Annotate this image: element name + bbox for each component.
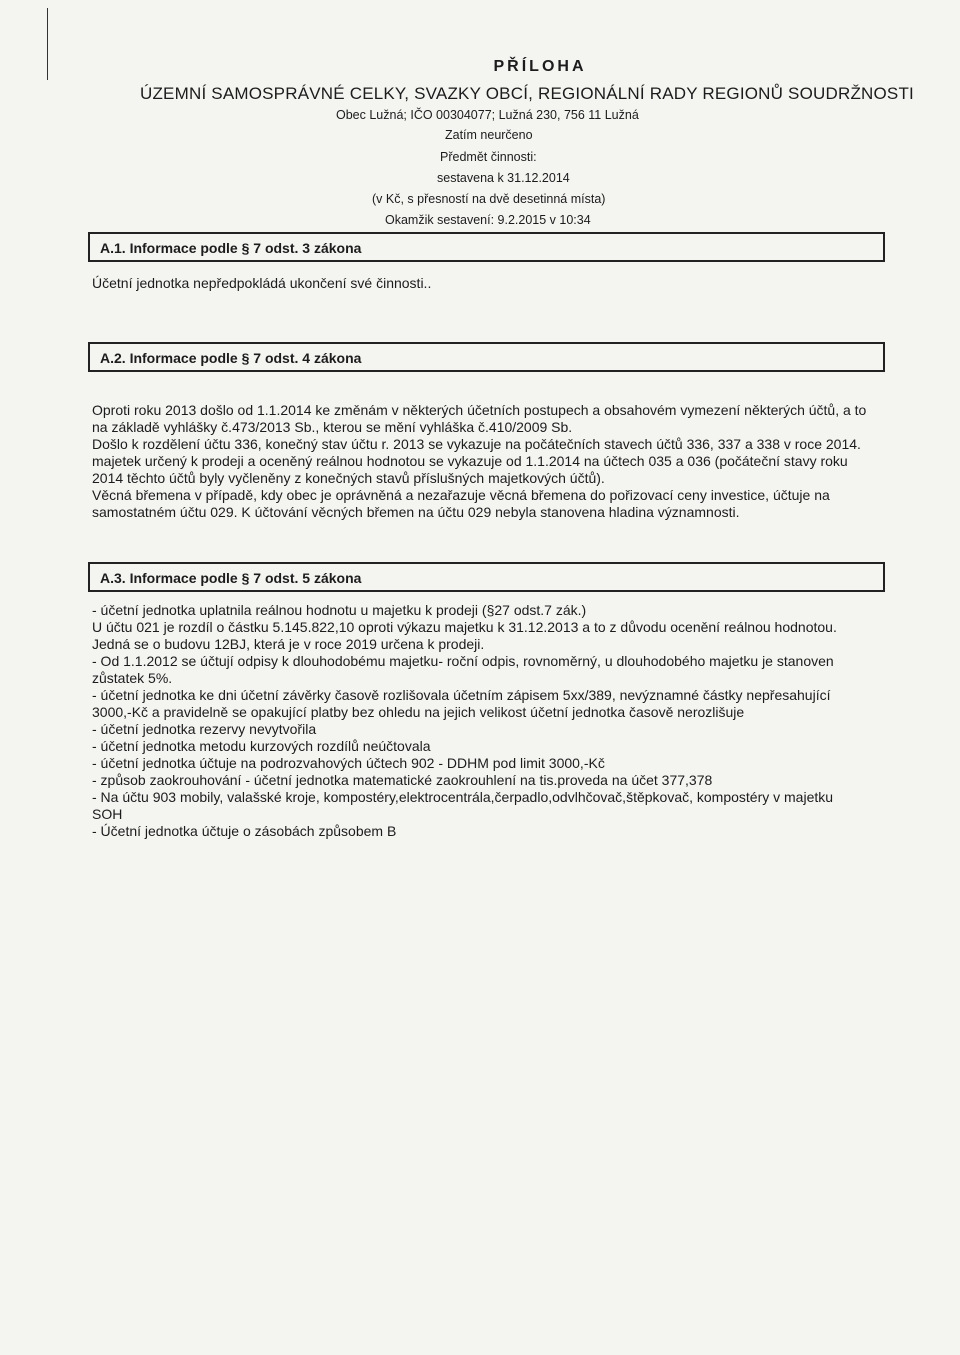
section-a3-line: - účetní jednotka metodu kurzových rozdílů neúčtovala xyxy=(92,738,431,754)
section-a1-body xyxy=(92,275,882,292)
section-a3-line: - účetní jednotka účtuje na podrozvahových účtech 902 - DDHM pod limit 3000,-Kč xyxy=(92,755,605,771)
header-precision: (v Kč, s přesností na dvě desetinná místa) xyxy=(372,192,606,206)
section-a1-title: A.1. Informace podle § 7 odst. 3 zákona xyxy=(88,232,885,262)
section-a2-line: samostatném účtu 029. K účtování věcných břemen na účtu 029 nebyla stanovena hladina významnosti. xyxy=(92,504,740,520)
header-entity: Obec Lužná; IČO 00304077; Lužná 230, 756 11 Lužná xyxy=(336,108,639,122)
section-a2-title: A.2. Informace podle § 7 odst. 4 zákona xyxy=(88,342,885,372)
section-a2-line: Věcná břemena v případě, kdy obec je oprávněná a nezařazuje věcná břemena do pořizovací ceny investice, účtuje na xyxy=(92,487,830,503)
section-a3-line: - Na účtu 903 mobily, valašské kroje, kompostéry,elektrocentrála,čerpadlo,odvlhčovač,štěpkovač, kompostéry v majetku xyxy=(92,789,834,805)
section-a3-title: A.3. Informace podle § 7 odst. 5 zákona xyxy=(88,562,885,592)
section-a2-line: 2014 těchto účtů byly vyčleněny z konečných stavů příslušných majetkových účtů). xyxy=(92,470,605,486)
header-timestamp: Okamžik sestavení: 9.2.2015 v 10:34 xyxy=(385,213,591,227)
section-a3-line: Jedná se o budovu 12BJ, která je v roce 2019 určena k prodeji. xyxy=(92,636,485,652)
section-a3-line: - Od 1.1.2012 se účtují odpisy k dlouhodobému majetku- roční odpis, rovnoměrný, u dlouhodobého majetku je stanoven xyxy=(92,653,834,669)
section-a3-line: - Účetní jednotka účtuje o zásobách způsobem B xyxy=(92,823,397,839)
section-a3-body xyxy=(92,602,882,840)
section-a3-line: zůstatek 5%. xyxy=(92,670,173,686)
section-a1-line: Účetní jednotka nepředpokládá ukončení své činnosti.. xyxy=(92,275,432,291)
section-a3-line: - účetní jednotka uplatnila reálnou hodnotu u majetku k prodeji (§27 odst.7 zák.) xyxy=(92,602,587,618)
section-a3-line: - způsob zaokrouhování - účetní jednotka matematické zaokrouhlení na tis.proveda na účet 377,378 xyxy=(92,772,713,788)
header-status: Zatím neurčeno xyxy=(445,128,533,142)
section-a3-line: - účetní jednotka rezervy nevytvořila xyxy=(92,721,317,737)
section-a3-line: - účetní jednotka ke dni účetní závěrky časově rozlišovala účetním zápisem 5xx/389, nevýznamné částky nepřesahující xyxy=(92,687,831,703)
section-a2-line: majetek určený k prodeji a oceněný reálnou hodnotou se vykazuje od 1.1.2014 na účtech 035 a 036 (počáteční stavy roku xyxy=(92,453,848,469)
section-a2-body xyxy=(92,402,882,521)
section-a3-line: SOH xyxy=(92,806,123,822)
section-a3-line: U účtu 021 je rozdíl o částku 5.145.822,10 oproti výkazu majetku k 31.12.2013 a to z důvodu ocenění reálnou hodnotou. xyxy=(92,619,837,635)
section-a2-line: Došlo k rozdělení účtu 336, konečný stav účtu r. 2013 se vykazuje na počátečních stavech účtů 336, 337 a 338 v roce 2014. xyxy=(92,436,861,452)
header-activity: Předmět činnosti: xyxy=(440,150,537,164)
section-a2-line: Oproti roku 2013 došlo od 1.1.2014 ke změnám v některých účetních postupech a obsahovém vymezení některých účtů, a to xyxy=(92,402,867,418)
section-a3-line: 3000,-Kč a pravidelně se opakující platby bez ohledu na jejich velikost účetní jednotka časově nerozlišuje xyxy=(92,704,745,720)
section-a2-line: na základě vyhlášky č.473/2013 Sb., kterou se mění vyhláška č.410/2009 Sb. xyxy=(92,419,573,435)
header-date: sestavena k 31.12.2014 xyxy=(437,171,570,185)
document-heading: PŘÍLOHA xyxy=(493,58,587,75)
document-subtitle: ÚZEMNÍ SAMOSPRÁVNÉ CELKY, SVAZKY OBCÍ, REGIONÁLNÍ RADY REGIONŮ SOUDRŽNOSTI xyxy=(140,84,914,103)
